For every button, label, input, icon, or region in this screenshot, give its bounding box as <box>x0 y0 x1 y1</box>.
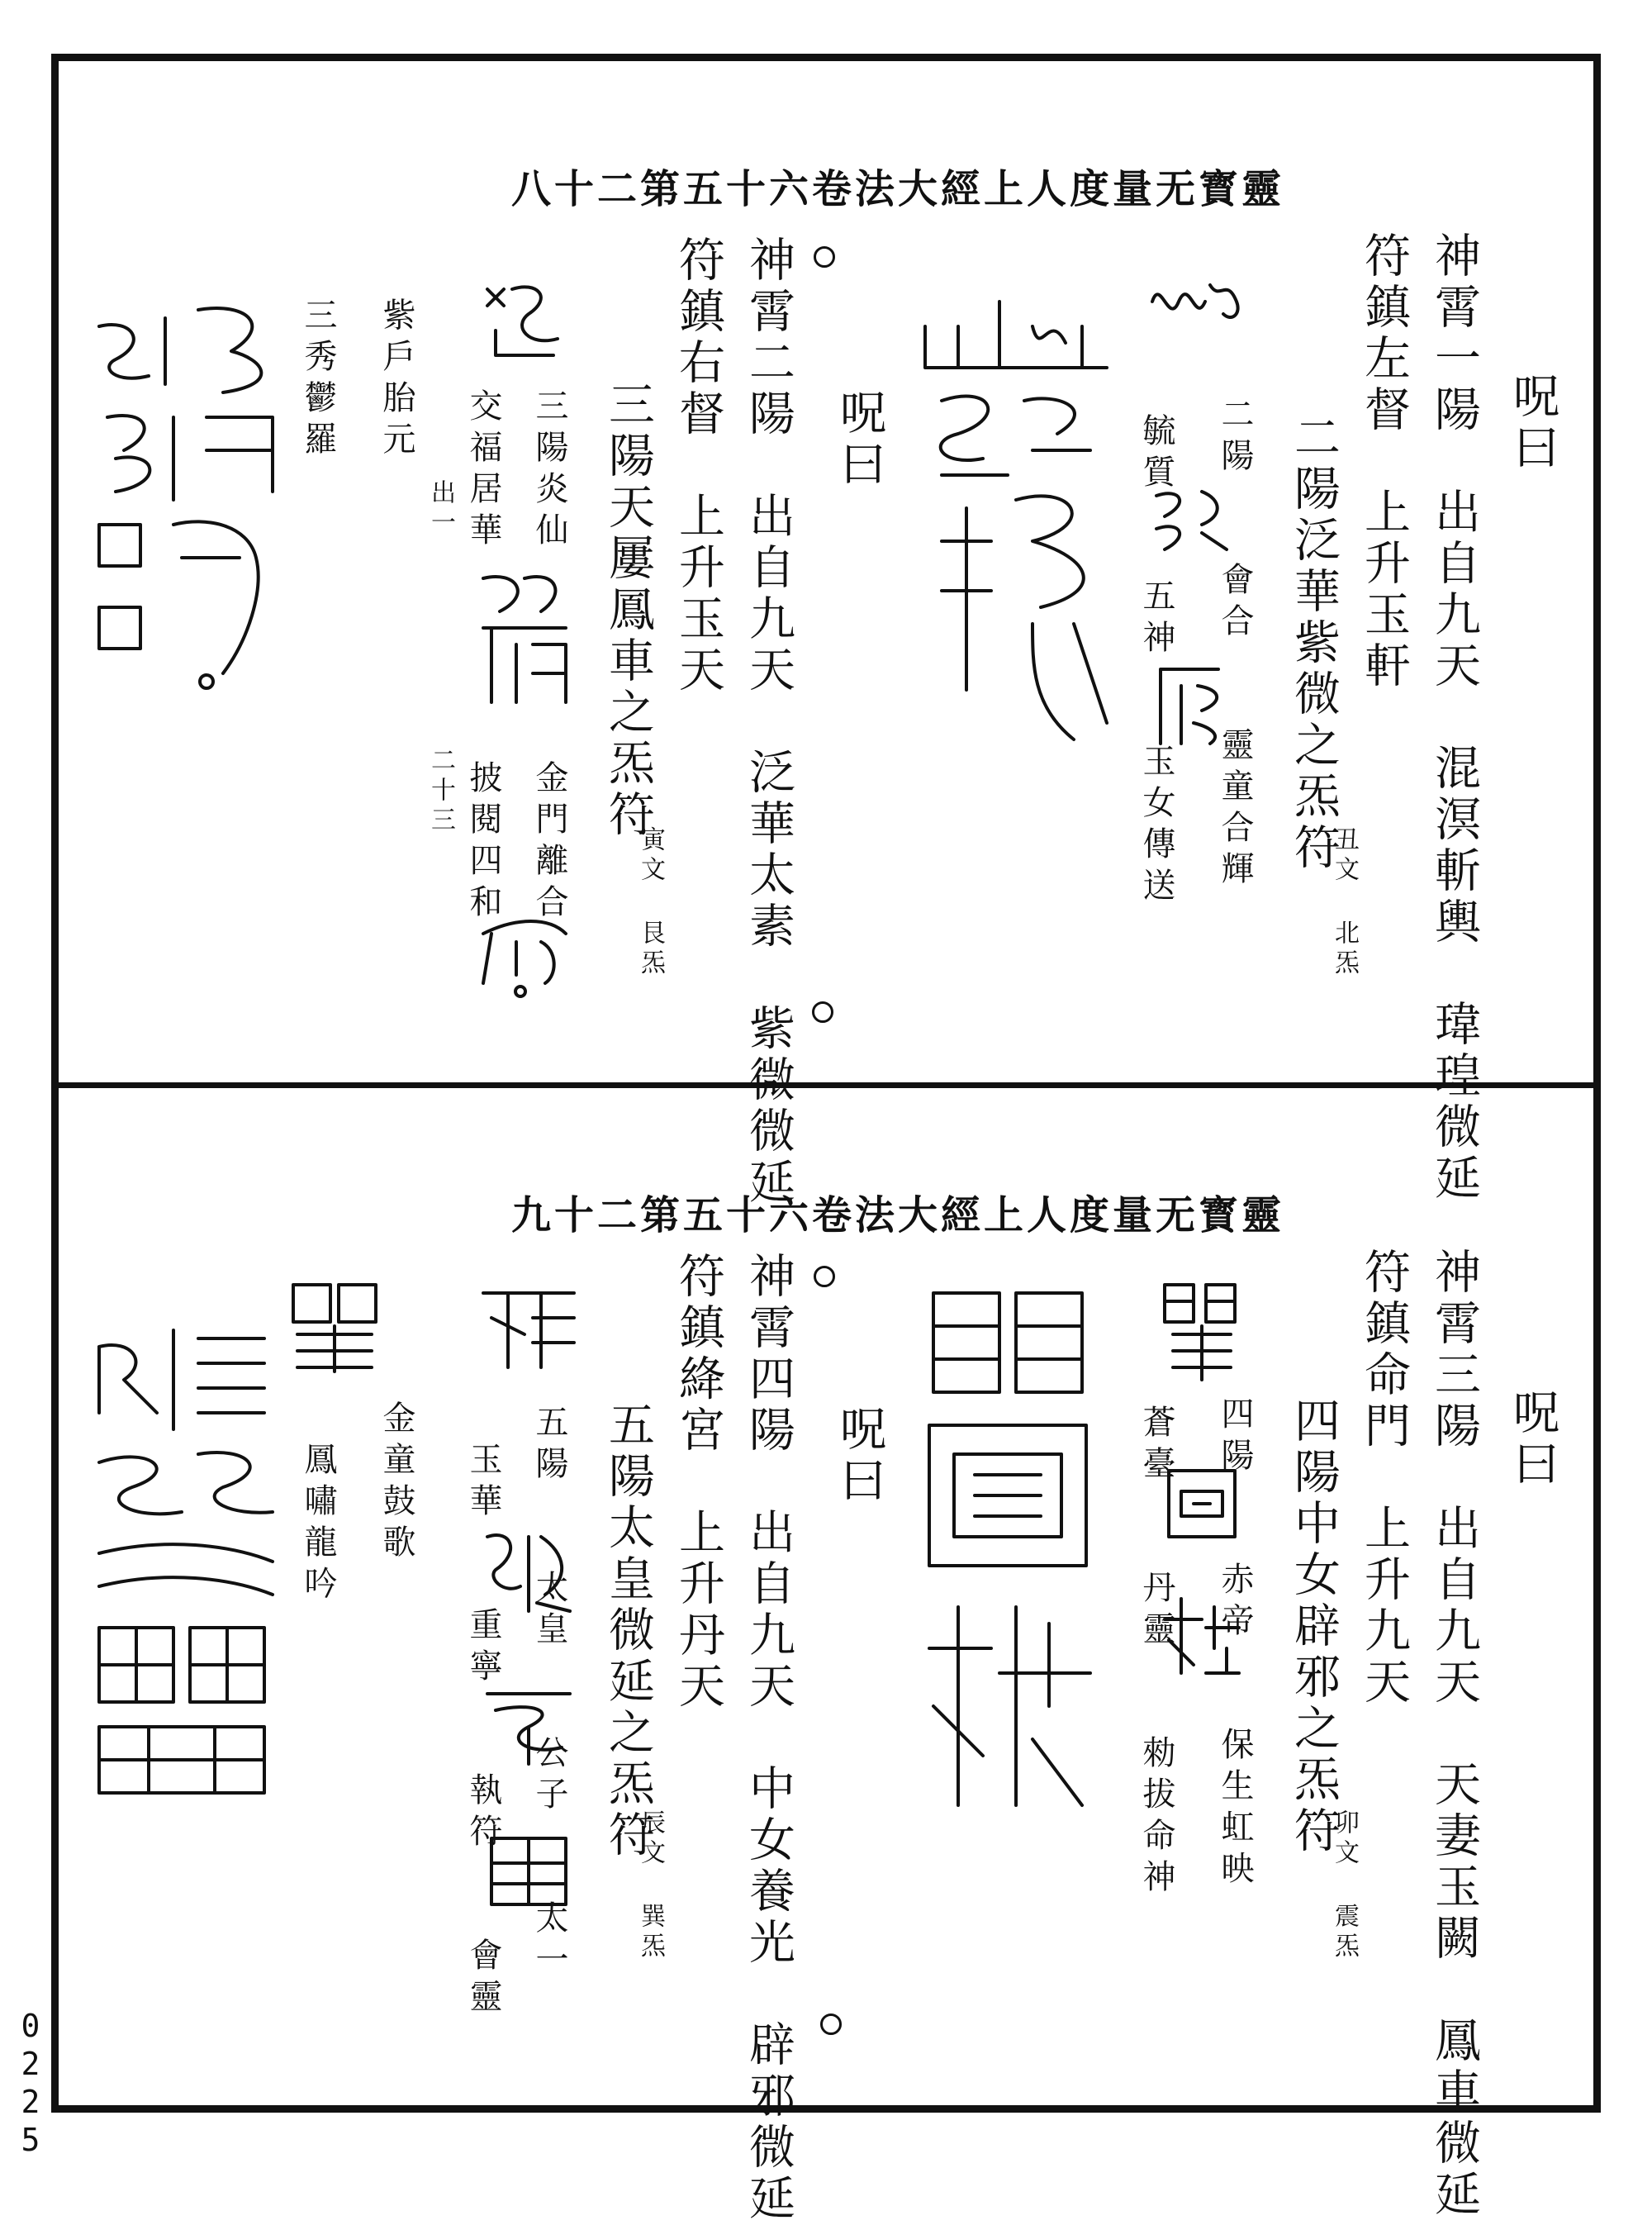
top-col-talisman-note-1: 丑文 北炁 <box>1330 826 1359 979</box>
bottom-col-talisman-note-2: 辰文 巽炁 <box>636 1809 665 1962</box>
talisman-seal-large-3 <box>917 1277 1099 1822</box>
bottom-running-header: 靈寳无量度人上經大法卷六十五第二十九 <box>510 1192 1284 1238</box>
talisman-seal-small-glyph-8 <box>1161 1462 1243 1545</box>
bottom-col-spirits-6: 鳳嘯龍吟 <box>299 1442 337 1607</box>
top-circle-mark-1 <box>814 246 835 268</box>
talisman-seal-large-1 <box>909 293 1123 756</box>
talisman-seal-large-4 <box>83 1314 281 1809</box>
top-col-incantation-label-2: 呪曰 <box>833 388 886 491</box>
talisman-seal-large-2 <box>83 293 289 706</box>
top-col-spirits-2: 毓質 五神 玉女傳送 <box>1137 413 1175 909</box>
bottom-col-spirits-1: 四陽 赤帝 保生虹映 <box>1216 1396 1254 1892</box>
talisman-seal-small-glyph-5 <box>467 562 582 711</box>
top-col-spirits-6: 三秀鬱羅 <box>299 297 337 463</box>
top-col-spirits-3: 三陽炎仙 金門離合 <box>530 388 568 925</box>
talisman-seal-small-glyph-2 <box>1144 479 1235 562</box>
bottom-col-verse-1: 神霄三陽 出自九天 天妻玉闕 鳳車微延 <box>1427 1248 1481 2221</box>
talisman-seal-small-glyph-3 <box>1144 653 1235 752</box>
bottom-circle-mark-2 <box>820 2013 842 2035</box>
top-col-spirits-1: 二陽 會合 靈童合輝 <box>1216 397 1254 892</box>
top-col-spirits-5: 紫戶胎元 <box>377 297 415 463</box>
talisman-seal-small-glyph-6 <box>467 909 574 1000</box>
bottom-col-spirits-3: 五陽 太皇 公子 太一 <box>530 1405 568 1983</box>
talisman-seal-small-glyph-1 <box>1144 269 1251 335</box>
bottom-col-verse-3: 神霄四陽 出自九天 中女養光 辟邪微延 <box>742 1252 795 2225</box>
bottom-col-incantation-label-2: 呪曰 <box>833 1405 886 1507</box>
top-col-verse-4: 符鎮右督 上升玉天 <box>672 235 725 697</box>
top-running-header: 靈寳无量度人上經大法卷六十五第二十八 <box>510 166 1284 212</box>
top-circle-mark-2 <box>812 1001 833 1023</box>
talisman-seal-small-glyph-14 <box>285 1277 384 1376</box>
bottom-col-talisman-title-2: 五陽太皇微延之炁符 <box>601 1400 655 1861</box>
top-col-verse-2: 符鎮左督 上升玉軒 <box>1357 231 1411 692</box>
top-col-talisman-note-2: 寅文 艮炁 <box>636 826 665 979</box>
top-col-verse-3: 神霄二陽 出自九天 泛華太素 紫微微延 <box>742 235 795 1209</box>
bottom-col-spirits-2: 蒼臺 丹靈 勑拔命神 <box>1137 1405 1175 1900</box>
top-col-talisman-title-2: 三陽天屢鳳車之炁符 <box>601 380 655 841</box>
folio-number: 0225 <box>12 2008 49 2160</box>
talisman-seal-small-glyph-11 <box>479 1520 578 1619</box>
top-col-verse-1: 神霄一陽 出自九天 混溟斬輿 瑋瑝微延 <box>1427 231 1481 1205</box>
panel-divider <box>51 1082 1601 1088</box>
top-col-spirits-4: 交福居華 披閱四和 <box>464 388 502 925</box>
talisman-seal-small-glyph-13 <box>479 1826 578 1917</box>
talisman-seal-small-glyph-7 <box>1156 1277 1247 1384</box>
top-col-note-3: 出一 二十三 <box>426 479 455 836</box>
top-col-talisman-title-1: 二陽泛華紫微之炁符 <box>1287 413 1341 874</box>
top-col-incantation-label-1: 呪曰 <box>1506 372 1559 474</box>
bottom-col-spirits-4: 玉華 重寧 執符 會靈 <box>464 1442 502 2020</box>
talisman-seal-small-glyph-4 <box>479 273 570 364</box>
talisman-seal-small-glyph-12 <box>479 1677 578 1768</box>
bottom-col-talisman-title-1: 四陽中女辟邪之炁符 <box>1287 1396 1341 1857</box>
bottom-col-talisman-note-1: 卯文 震炁 <box>1330 1809 1359 1962</box>
talisman-seal-small-glyph-10 <box>475 1277 582 1376</box>
bottom-col-verse-4: 符鎮絳宮 上升丹天 <box>672 1252 725 1713</box>
bottom-col-verse-2: 符鎮命門 上升九天 <box>1357 1248 1411 1709</box>
bottom-col-spirits-5: 金童鼓歌 <box>377 1400 415 1566</box>
bottom-circle-mark-1 <box>814 1266 835 1287</box>
bottom-col-incantation-label-1: 呪曰 <box>1506 1388 1559 1490</box>
talisman-seal-small-glyph-9 <box>1156 1590 1247 1681</box>
